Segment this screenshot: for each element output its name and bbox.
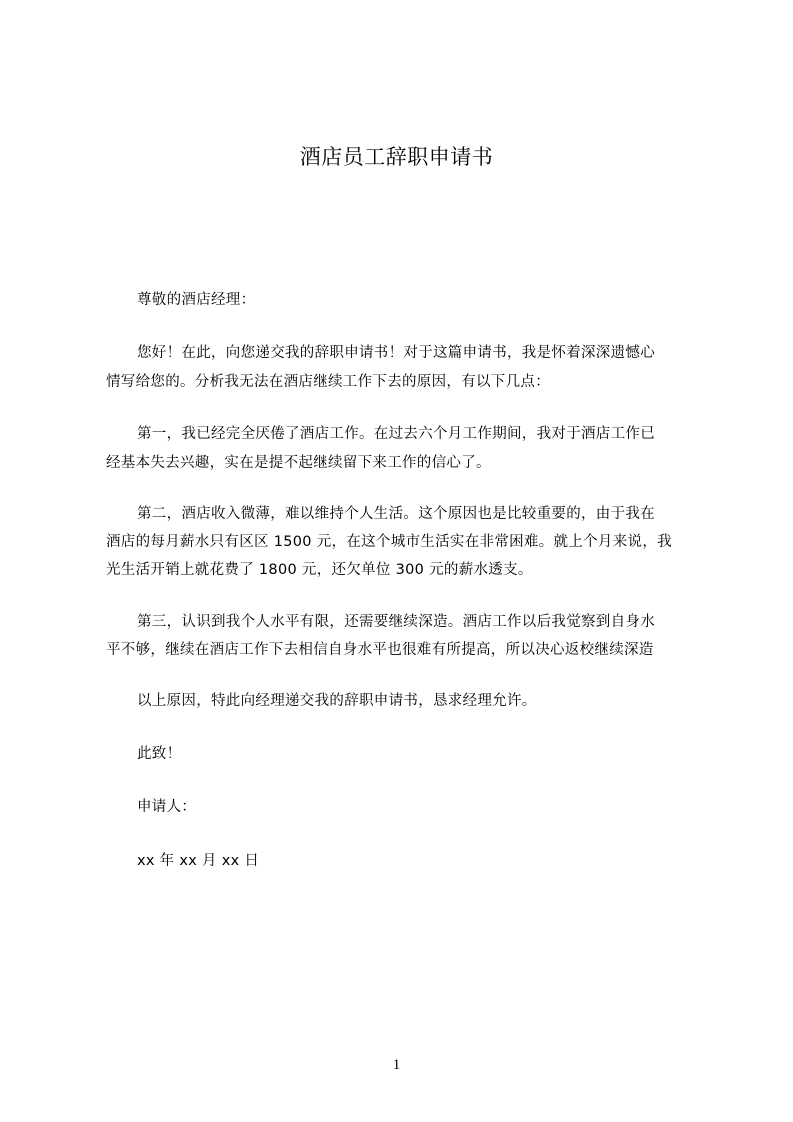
paragraph-4-line-1: 第三，认识到我个人水平有限，还需要继续深造。酒店工作以后我觉察到自身水 <box>137 614 655 630</box>
conclusion: 以上原因，特此向经理递交我的辞职申请书，恳求经理允许。 <box>137 693 537 709</box>
date-line: xx 年 xx 月 xx 日 <box>137 853 260 869</box>
paragraph-2-line-1: 第一，我已经完全厌倦了酒店工作。在过去六个月工作期间，我对于酒店工作已 <box>137 426 655 442</box>
paragraph-2-line-2: 经基本失去兴趣，实在是提不起继续留下来工作的信心了。 <box>106 455 491 471</box>
salutation: 尊敬的酒店经理： <box>137 292 256 308</box>
paragraph-3-line-1: 第二，酒店收入微薄，难以维持个人生活。这个原因也是比较重要的，由于我在 <box>137 506 655 522</box>
paragraph-4-line-2: 平不够，继续在酒店工作下去相信自身水平也很难有所提高，所以决心返校继续深造 <box>106 642 654 658</box>
paragraph-3-line-2: 酒店的每月薪水只有区区 1500 元，在这个城市生活实在非常困难。就上个月来说，我 <box>106 534 672 550</box>
paragraph-1-line-1: 您好！在此，向您递交我的辞职申请书！对于这篇申请书，我是怀着深深遗憾心 <box>137 345 655 361</box>
applicant-label: 申请人： <box>137 799 197 815</box>
paragraph-3-line-3: 光生活开销上就花费了 1800 元，还欠单位 300 元的薪水透支。 <box>106 562 533 578</box>
paragraph-1-line-2: 情写给您的。分析我无法在酒店继续工作下去的原因，有以下几点： <box>106 374 550 390</box>
document-title: 酒店员工辞职申请书 <box>299 145 494 169</box>
closing: 此致！ <box>137 746 182 762</box>
page-number: 1 <box>392 1057 401 1073</box>
